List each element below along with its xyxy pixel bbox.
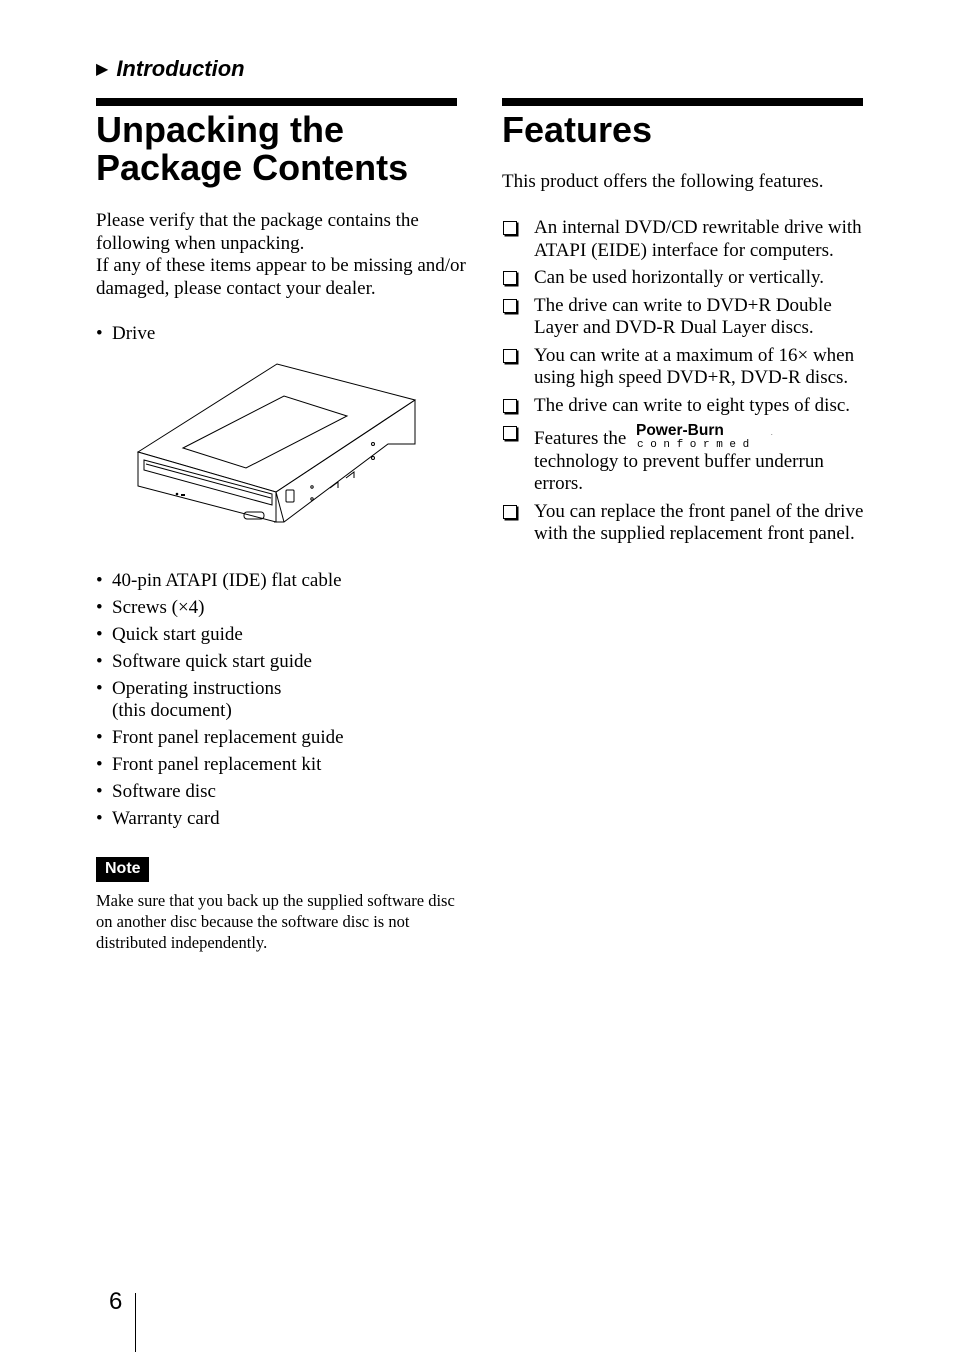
list-item: • 40-pin ATAPI (IDE) flat cable xyxy=(96,570,342,591)
powerburn-logo-word: Power-Burn xyxy=(636,422,725,439)
checkbox-icon xyxy=(503,399,517,413)
list-item-text: Screws (×4) xyxy=(112,597,205,618)
list-item: • Front panel replacement guide xyxy=(96,727,344,748)
list-item: • Software disc xyxy=(96,781,216,802)
powerburn-logo xyxy=(636,422,776,450)
list-item: • Drive xyxy=(96,323,156,344)
list-item-text: Software disc xyxy=(112,781,216,802)
checkbox-icon xyxy=(503,271,517,285)
feature-text-after: technology to prevent buffer underrun errors. xyxy=(534,450,824,494)
feature-item xyxy=(502,345,864,390)
list-item-text: Quick start guide xyxy=(112,624,243,645)
feature-text-before: Features the xyxy=(534,428,627,449)
section-title: Introduction xyxy=(116,56,245,81)
features-list xyxy=(502,217,864,551)
triangle-right-icon: ▶ xyxy=(96,61,109,78)
note-label: Note xyxy=(96,857,149,882)
list-item: • Screws (×4) xyxy=(96,597,205,618)
feature-item xyxy=(502,295,864,340)
feature-text: The drive can write to eight types of disc. xyxy=(534,394,851,416)
list-item: • Quick start guide xyxy=(96,624,243,645)
drive-illustration xyxy=(134,360,420,530)
svg-text:.: . xyxy=(771,431,773,437)
checkbox-icon xyxy=(503,221,517,235)
list-item: • Front panel replacement kit xyxy=(96,754,322,775)
list-item-text: Operating instructions (this document) xyxy=(112,678,282,721)
section-marker xyxy=(96,56,245,82)
list-item-text: Software quick start guide xyxy=(112,651,312,672)
list-item-text: Drive xyxy=(112,323,156,344)
list-item: • Warranty card xyxy=(96,808,220,829)
feature-item xyxy=(502,267,864,290)
unpacking-heading: Unpacking the Package Contents xyxy=(96,109,409,188)
list-item-text: Front panel replacement kit xyxy=(112,754,322,775)
list-item: • Operating instructions (this document) xyxy=(96,678,282,721)
features-heading: Features xyxy=(502,109,653,150)
feature-text: Can be used horizontally or vertically. xyxy=(534,267,825,288)
feature-text: You can replace the front panel of the drive with the supplied replacement front panel. xyxy=(534,500,864,544)
feature-item xyxy=(502,217,864,262)
features-intro-text: This product offers the following features. xyxy=(502,171,824,192)
drive-list xyxy=(96,323,466,350)
package-items-list xyxy=(96,570,466,835)
list-item-text: Front panel replacement guide xyxy=(112,727,344,748)
list-item: • Software quick start guide xyxy=(96,651,312,672)
feature-text: You can write at a maximum of 16× when using high speed DVD+R, DVD-R discs. xyxy=(534,344,855,388)
list-item-text: 40-pin ATAPI (IDE) flat cable xyxy=(112,570,342,591)
unpacking-intro xyxy=(96,210,466,300)
checkbox-icon xyxy=(503,426,517,440)
checkbox-icon xyxy=(503,299,517,313)
feature-text: The drive can write to DVD+R Double Layer and DVD-R Dual Layer discs. xyxy=(534,294,832,338)
feature-item xyxy=(502,501,864,546)
checkbox-icon xyxy=(503,349,517,363)
feature-text: An internal DVD/CD rewritable drive with ATAPI (EIDE) interface for computers. xyxy=(534,217,862,261)
checkbox-icon xyxy=(503,505,517,519)
page-number-divider xyxy=(135,1293,136,1352)
right-heading-rule xyxy=(502,98,863,106)
left-heading-rule xyxy=(96,98,457,106)
features-intro xyxy=(502,171,872,194)
feature-item xyxy=(502,422,864,496)
page-number: 6 xyxy=(109,1288,123,1315)
feature-item xyxy=(502,395,864,418)
note-text: Make sure that you back up the supplied software disc on another disc because the software disc is not distributed independently. xyxy=(96,891,455,952)
unpacking-intro-p1: Please verify that the package contains the following when unpacking. xyxy=(96,210,419,254)
powerburn-logo-sub: c o n f o r m e d xyxy=(637,439,750,450)
unpacking-intro-p2: If any of these items appear to be missing and/or damaged, please contact your dealer. xyxy=(96,255,466,299)
list-item-text: Warranty card xyxy=(112,808,220,829)
